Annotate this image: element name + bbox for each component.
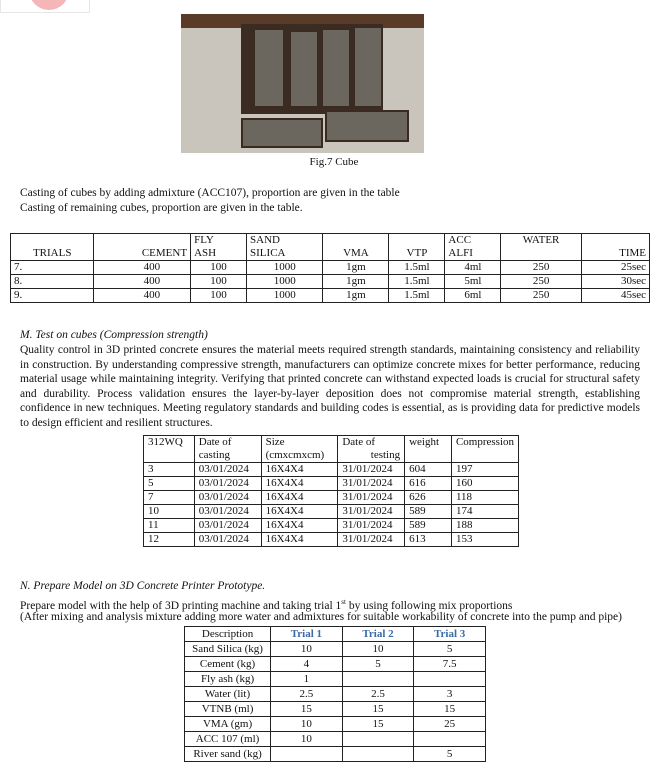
table-row [144,533,519,547]
header-water: WATER [501,234,581,248]
cell-id: 12 [144,533,195,547]
header-trial-1: Trial 1 [271,627,343,642]
cell-trial-1: 10 [271,732,343,747]
cell-compression: 153 [451,533,518,547]
cell-description: VMA (gm) [185,717,271,732]
cell-description: ACC 107 (ml) [185,732,271,747]
cell-trial-1 [271,747,343,762]
cell-trial-2: 10 [342,642,414,657]
cube-specimen [253,28,285,108]
cell-description: Fly ash (kg) [185,672,271,687]
header-specimen-id: 312WQ [144,436,195,450]
header-trial-3: Trial 3 [414,627,486,642]
cell-compression: 197 [451,463,518,477]
cell-trial: 8. [11,275,94,289]
cell-fly-ash: 100 [191,275,247,289]
header-sand-bottom: SILICA [247,247,323,261]
section-n-heading: N. Prepare Model on 3D Concrete Printer Prototype. [20,580,266,592]
table-row [144,477,519,491]
cell-time: 25sec [581,261,649,275]
cell-trial-2 [342,732,414,747]
cell-trial: 9. [11,289,94,303]
table-row [144,491,519,505]
cell-weight: 604 [405,463,452,477]
cell-test: 31/01/2024 [338,477,405,491]
header-acc-top: ACC [445,234,501,248]
table-header-row [144,449,519,463]
cell-acc: 4ml [445,261,501,275]
cell-trial-1: 2.5 [271,687,343,702]
cell-weight: 613 [405,533,452,547]
table-header-row [11,234,650,248]
cell-id: 3 [144,463,195,477]
intro-line-2: Casting of remaining cubes, proportion are given in the table. [20,202,303,214]
cell-weight: 589 [405,505,452,519]
cube-specimen [353,26,383,108]
cell-cement: 400 [94,289,191,303]
section-n-text-end: by using following mix proportions [345,599,513,612]
table-row [11,261,650,275]
cell-trial-1: 1 [271,672,343,687]
cell-size: 16X4X4 [261,491,338,505]
header-vtp: VTP [389,247,445,261]
cell-id: 7 [144,491,195,505]
cell-size: 16X4X4 [261,533,338,547]
cell-weight: 616 [405,477,452,491]
cell-description: River sand (kg) [185,747,271,762]
section-n-text: Prepare model with the help of 3D printing machine and taking trial 1 [20,599,342,612]
logo-arc-icon [29,0,69,10]
cell-size: 16X4X4 [261,519,338,533]
header-fly-ash-top: FLY [191,234,247,248]
header-time: TIME [581,247,649,261]
cell-trial-3: 7.5 [414,657,486,672]
cell-test: 31/01/2024 [338,519,405,533]
figure-caption: Fig.7 Cube [309,156,359,168]
cell-trial-2: 15 [342,717,414,732]
header-size: Size [261,436,338,450]
cell-time: 45sec [581,289,649,303]
cube-specimen [325,110,409,142]
cell-fly-ash: 100 [191,261,247,275]
cell-trial-2: 2.5 [342,687,414,702]
cell-size: 16X4X4 [261,477,338,491]
intro-line-1: Casting of cubes by adding admixture (ACC107), proportion are given in the table [20,187,400,199]
section-m-body: Quality control in 3D printed concrete ensures the material meets required strength standards, maintaining consistency and reliability in construction. By understanding compressive strength, manufacturers can optimize concrete mixes for better performance, reducing material usage while maintaining integrity. Verifying that printed concrete can withstand expected loads is crucial for structural safety and durability. Process validation ensures the layer-by-layer deposition does not compromise material strength, establishing confidence in new techniques. Meeting regulatory standards and building codes is essential, as is providing data for predictive models to design efficient and resilient structures. [20,344,640,429]
mix-proportion-table [10,233,650,303]
cell-cement: 400 [94,261,191,275]
section-m-heading: M. Test on cubes (Compression strength) [20,329,208,341]
cell-cast: 03/01/2024 [194,477,261,491]
cube-specimen [321,28,351,108]
header-vma: VMA [323,247,389,261]
cell-trial: 7. [11,261,94,275]
cube-photo [181,14,424,153]
table-row [185,732,486,747]
cell-trial-3 [414,732,486,747]
table-header-row [144,436,519,450]
cell-trial-1: 15 [271,702,343,717]
header-sand-top: SAND [247,234,323,248]
table-row [11,289,650,303]
table-row [185,687,486,702]
cell-vtp: 1.5ml [389,275,445,289]
cell-time: 30sec [581,275,649,289]
cell-trial-3: 5 [414,747,486,762]
table-row [185,717,486,732]
header-size-2: (cmxcmxcm) [261,449,338,463]
table-row [144,505,519,519]
cell-fly-ash: 100 [191,289,247,303]
cell-sand: 1000 [247,289,323,303]
cell-cast: 03/01/2024 [194,463,261,477]
cell-cast: 03/01/2024 [194,491,261,505]
section-n-line-2: (After mixing and analysis mixture adding more water and admixtures for suitable workability of concrete into the pump and pipe) [20,611,622,623]
header-acc-bottom: ALFI [445,247,501,261]
cell-water: 250 [501,261,581,275]
cell-id: 10 [144,505,195,519]
header-compression: Compression [451,436,518,450]
cell-trial-3: 3 [414,687,486,702]
cell-cast: 03/01/2024 [194,519,261,533]
table-row [185,702,486,717]
cell-weight: 626 [405,491,452,505]
cell-trial-3: 5 [414,642,486,657]
cell-compression: 160 [451,477,518,491]
table-header-row [11,247,650,261]
cell-trial-2 [342,747,414,762]
cell-cast: 03/01/2024 [194,533,261,547]
header-trial-2: Trial 2 [342,627,414,642]
table-row [144,463,519,477]
cell-cast: 03/01/2024 [194,505,261,519]
header-weight: weight [405,436,452,450]
cell-test: 31/01/2024 [338,533,405,547]
cell-description: Sand Silica (kg) [185,642,271,657]
cell-water: 250 [501,275,581,289]
cell-compression: 118 [451,491,518,505]
compression-strength-table [143,435,519,547]
cell-trial-2: 15 [342,702,414,717]
cube-specimen [241,118,323,148]
table-row [185,747,486,762]
cube-specimen [289,30,319,108]
cell-description: Water (lit) [185,687,271,702]
cell-cement: 400 [94,275,191,289]
cell-acc: 5ml [445,275,501,289]
cell-test: 31/01/2024 [338,463,405,477]
cell-trial-3: 25 [414,717,486,732]
table-row [185,642,486,657]
publisher-logo [0,0,90,13]
cell-trial-2: 5 [342,657,414,672]
cell-trial-2 [342,672,414,687]
header-date-test-2: testing [338,449,405,463]
cell-id: 5 [144,477,195,491]
cell-sand: 1000 [247,261,323,275]
cell-trial-3 [414,672,486,687]
cell-vtp: 1.5ml [389,261,445,275]
header-description: Description [185,627,271,642]
header-date-test: Date of [338,436,405,450]
trial-mix-table [184,626,486,762]
cell-trial-1: 10 [271,642,343,657]
cell-size: 16X4X4 [261,505,338,519]
table-header-row [185,627,486,642]
cell-vma: 1gm [323,289,389,303]
cell-trial-3: 15 [414,702,486,717]
cell-vma: 1gm [323,261,389,275]
header-date-cast: Date of [194,436,261,450]
cell-compression: 174 [451,505,518,519]
table-row [185,657,486,672]
cell-size: 16X4X4 [261,463,338,477]
table-row [185,672,486,687]
cell-sand: 1000 [247,275,323,289]
cell-weight: 589 [405,519,452,533]
cell-trial-1: 10 [271,717,343,732]
cell-description: VTNB (ml) [185,702,271,717]
cell-vtp: 1.5ml [389,289,445,303]
cell-id: 11 [144,519,195,533]
header-date-cast-2: casting [194,449,261,463]
table-row [144,519,519,533]
cell-test: 31/01/2024 [338,491,405,505]
superscript-st: st [341,598,346,606]
cell-acc: 6ml [445,289,501,303]
cell-test: 31/01/2024 [338,505,405,519]
header-fly-ash-bottom: ASH [191,247,247,261]
header-cement: CEMENT [94,247,191,261]
cell-water: 250 [501,289,581,303]
cell-trial-1: 4 [271,657,343,672]
cell-description: Cement (kg) [185,657,271,672]
header-trials: TRIALS [11,247,94,261]
table-row [11,275,650,289]
cell-vma: 1gm [323,275,389,289]
cell-compression: 188 [451,519,518,533]
